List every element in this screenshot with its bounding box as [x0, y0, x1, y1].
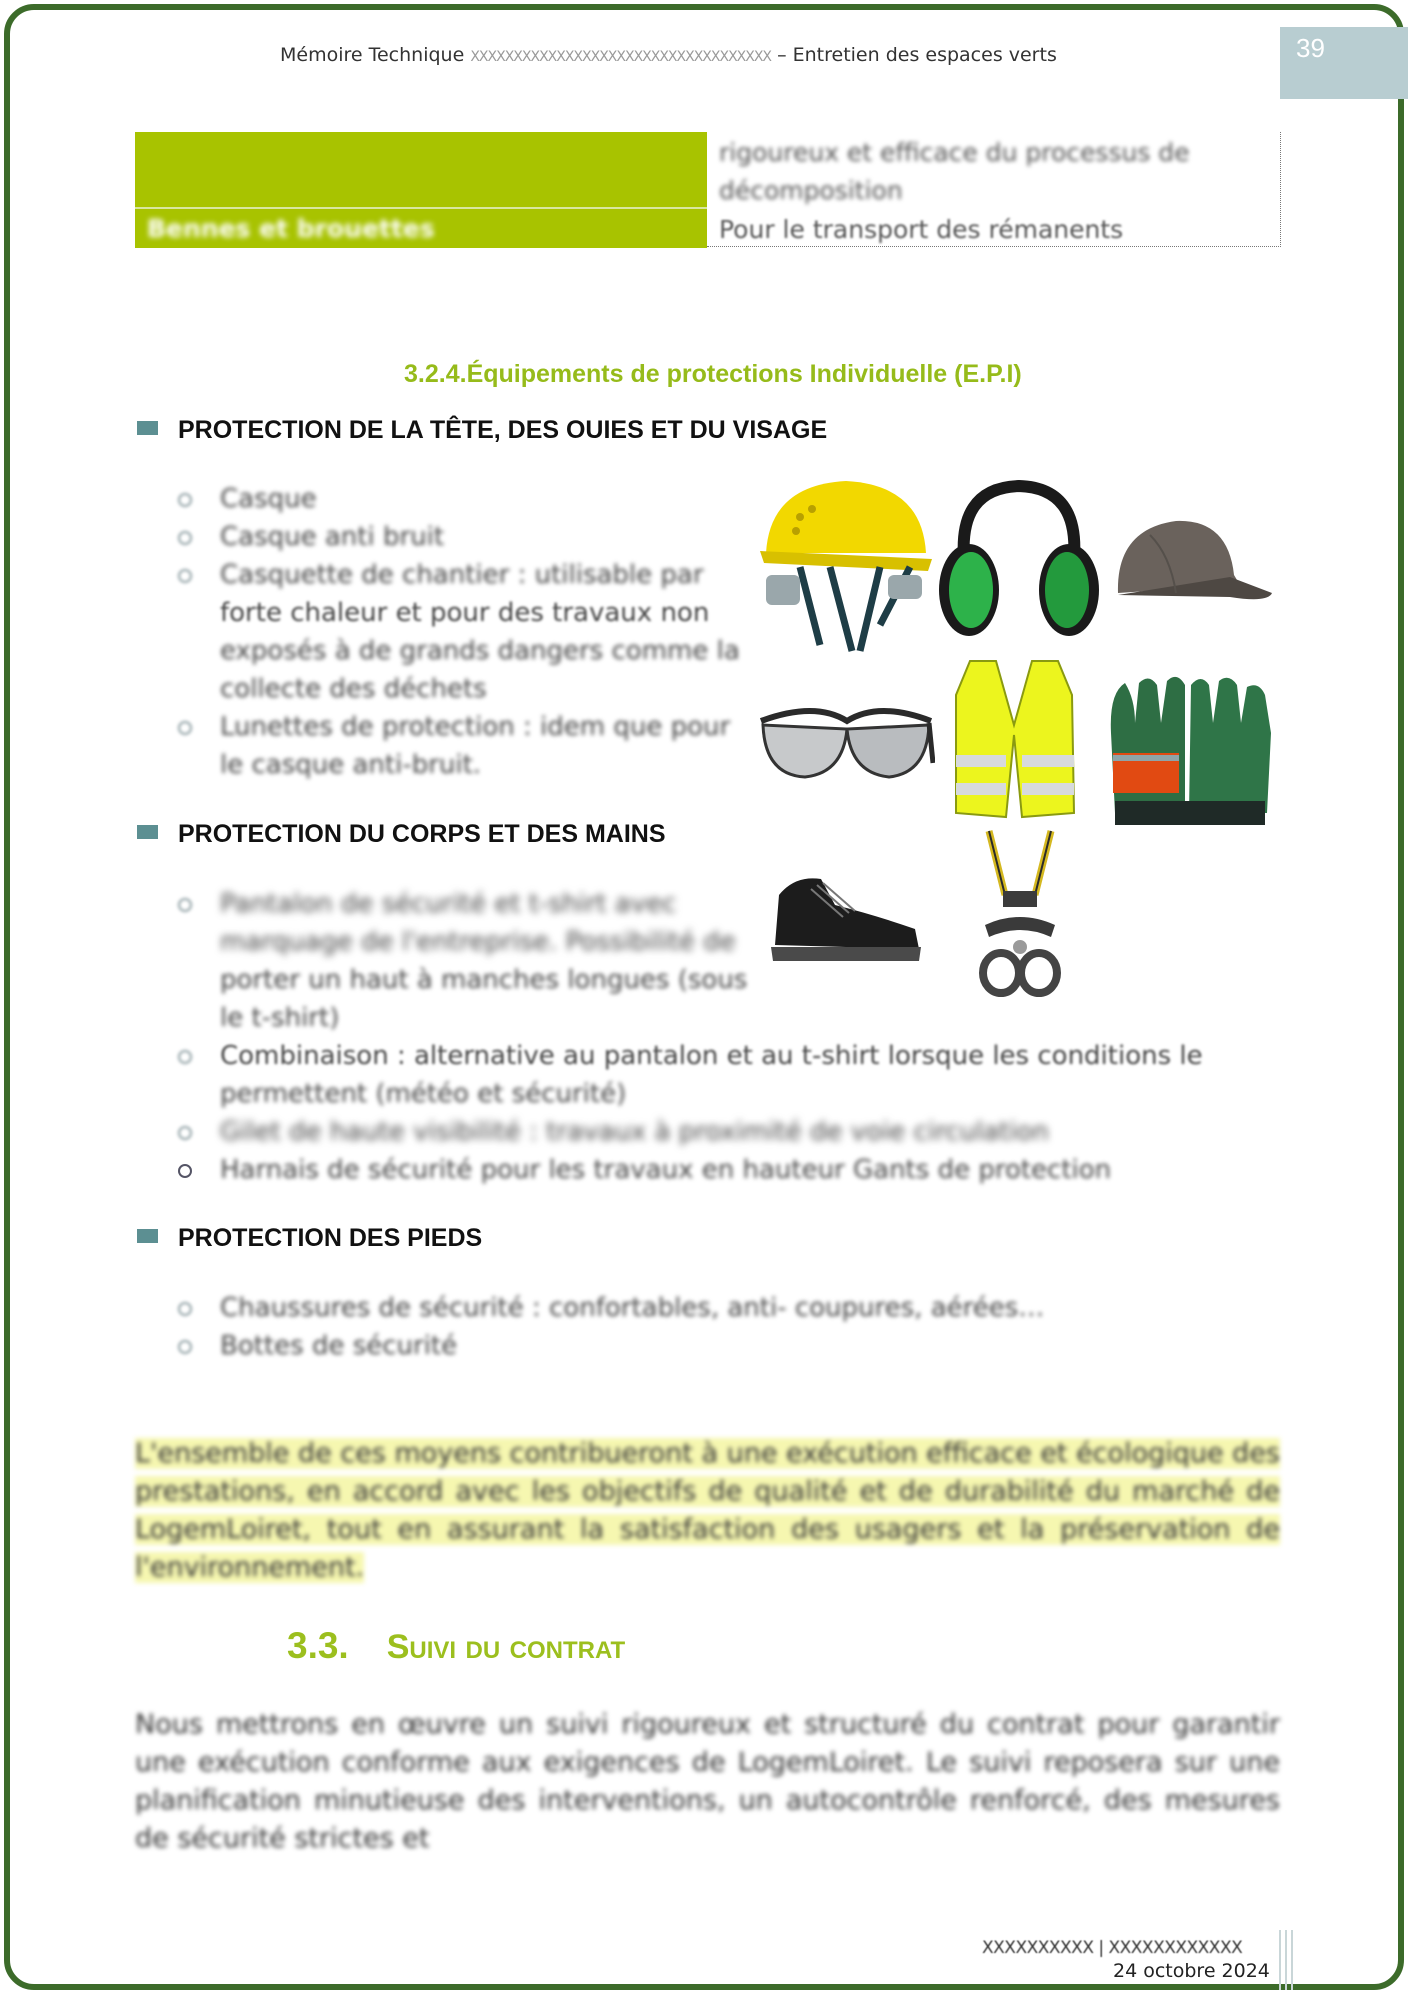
list-item: Pantalon de sécurité et t-shirt avec — [178, 885, 1203, 923]
section-title: PROTECTION DES PIEDS — [178, 1224, 483, 1252]
circle-bullet-icon — [178, 1340, 192, 1354]
header-title-obscured: XXXXXXXXXXXXXXXXXXXXXXXXXXXXXXXXXXX — [470, 49, 772, 65]
work-cap-image — [1110, 515, 1275, 610]
ear-muffs-image — [935, 478, 1103, 646]
list-item-continuation: le casque anti-bruit. — [220, 750, 482, 780]
head-protection-list — [178, 480, 740, 784]
cell-divider — [135, 207, 707, 209]
list-item: Chaussures de sécurité : confortables, anti- coupures, aérées… — [178, 1289, 1044, 1327]
square-bullet-icon — [137, 825, 158, 839]
list-item: Casque — [178, 480, 740, 518]
safety-helmet-image — [760, 475, 932, 653]
footer-decoration — [1279, 1930, 1299, 1990]
page-number: 39 — [1296, 33, 1325, 63]
list-item-continuation: forte chaleur et pour des travaux non — [220, 598, 710, 628]
circle-bullet-icon — [178, 898, 192, 912]
highlighted-conclusion-paragraph: L'ensemble de ces moyens contribueront à une exécution efficace et écologique des prestations, en accord avec les objectifs de qualité et de durabilité du marché de LogemLoiret, tout en assurant la satisfaction des usagers et la préservation de l'environnement. — [135, 1438, 1280, 1583]
list-item-continuation: collecte des déchets — [220, 674, 487, 704]
circle-bullet-icon — [178, 569, 192, 583]
header-title-left: Mémoire Technique — [280, 44, 465, 66]
section-heading-head — [137, 416, 827, 445]
table-desc-line-1: rigoureux et efficace du processus de — [719, 138, 1190, 167]
circle-bullet-icon — [178, 1126, 192, 1140]
list-item-continuation: permettent (météo et sécurité) — [220, 1079, 627, 1109]
table-label-cell — [135, 132, 707, 248]
list-item: Casquette de chantier : utilisable par — [178, 556, 740, 594]
square-bullet-icon — [137, 1229, 158, 1243]
list-item: Gilet de haute visibilité : travaux à proximité de voie circulation — [178, 1113, 1203, 1151]
list-item-continuation: le t-shirt) — [220, 1003, 340, 1033]
subsection-heading — [404, 360, 1022, 389]
section-title: PROTECTION DE LA TÊTE, DES OUIES ET DU VISAGE — [178, 416, 828, 444]
circle-bullet-icon — [178, 1302, 192, 1316]
list-item: Harnais de sécurité pour les travaux en hauteur Gants de protection — [178, 1151, 1203, 1189]
header-title-right: – Entretien des espaces verts — [777, 44, 1057, 66]
safety-shoe-image — [765, 865, 925, 965]
list-item: Casque anti bruit — [178, 518, 740, 556]
square-bullet-icon — [137, 421, 158, 435]
circle-bullet-icon — [178, 1164, 192, 1178]
list-item: Bottes de sécurité — [178, 1327, 1044, 1365]
table-description-cell — [707, 132, 1281, 247]
subsection-title: Équipements de protections Individuelle (E.P.I) — [466, 360, 1022, 388]
table-desc-line-2: décomposition — [719, 176, 903, 205]
section-title: Suivi du contrat — [386, 1628, 626, 1666]
circle-bullet-icon — [178, 721, 192, 735]
circle-bullet-icon — [178, 1050, 192, 1064]
circle-bullet-icon — [178, 531, 192, 545]
list-item-continuation: exposés à de grands dangers comme la — [220, 636, 740, 666]
section-heading-3-3 — [287, 1625, 625, 1667]
feet-protection-list — [178, 1289, 1044, 1365]
equipment-table-fragment — [135, 132, 1280, 248]
safety-glasses-image — [755, 693, 935, 788]
list-item: Combinaison : alternative au pantalon et au t-shirt lorsque les conditions le — [178, 1037, 1203, 1075]
running-header — [280, 44, 1057, 66]
high-visibility-vest-image — [952, 655, 1077, 820]
protective-gloves-image — [1105, 663, 1277, 828]
table-row-label: Bennes et brouettes — [147, 214, 435, 243]
section-number: 3.3. — [287, 1625, 349, 1666]
footer-company: XXXXXXXXXX | XXXXXXXXXXXX — [982, 1938, 1243, 1958]
table-desc-line-3: Pour le transport des rémanents — [719, 215, 1124, 244]
list-item-continuation: porter un haut à manches longues (sous — [220, 965, 748, 995]
circle-bullet-icon — [178, 493, 192, 507]
footer-date: 24 octobre 2024 — [1113, 1960, 1270, 1982]
list-item: Lunettes de protection : idem que pour — [178, 708, 740, 746]
list-item-continuation: marquage de l'entreprise. Possibilité de — [220, 927, 736, 957]
section-heading-feet — [137, 1224, 482, 1253]
safety-harness-image — [975, 825, 1065, 1000]
subsection-number: 3.2.4. — [404, 360, 467, 388]
contract-follow-up-paragraph: Nous mettrons en œuvre un suivi rigoureux et structuré du contrat pour garantir une exécution conforme aux exigences de LogemLoiret. Le suivi reposera sur une planification minutieuse des interventions, un autocontrôle renforcé, des mesures de sécurité strictes et — [135, 1709, 1280, 1854]
section-heading-body — [137, 820, 666, 849]
section-title: PROTECTION DU CORPS ET DES MAINS — [178, 820, 666, 848]
